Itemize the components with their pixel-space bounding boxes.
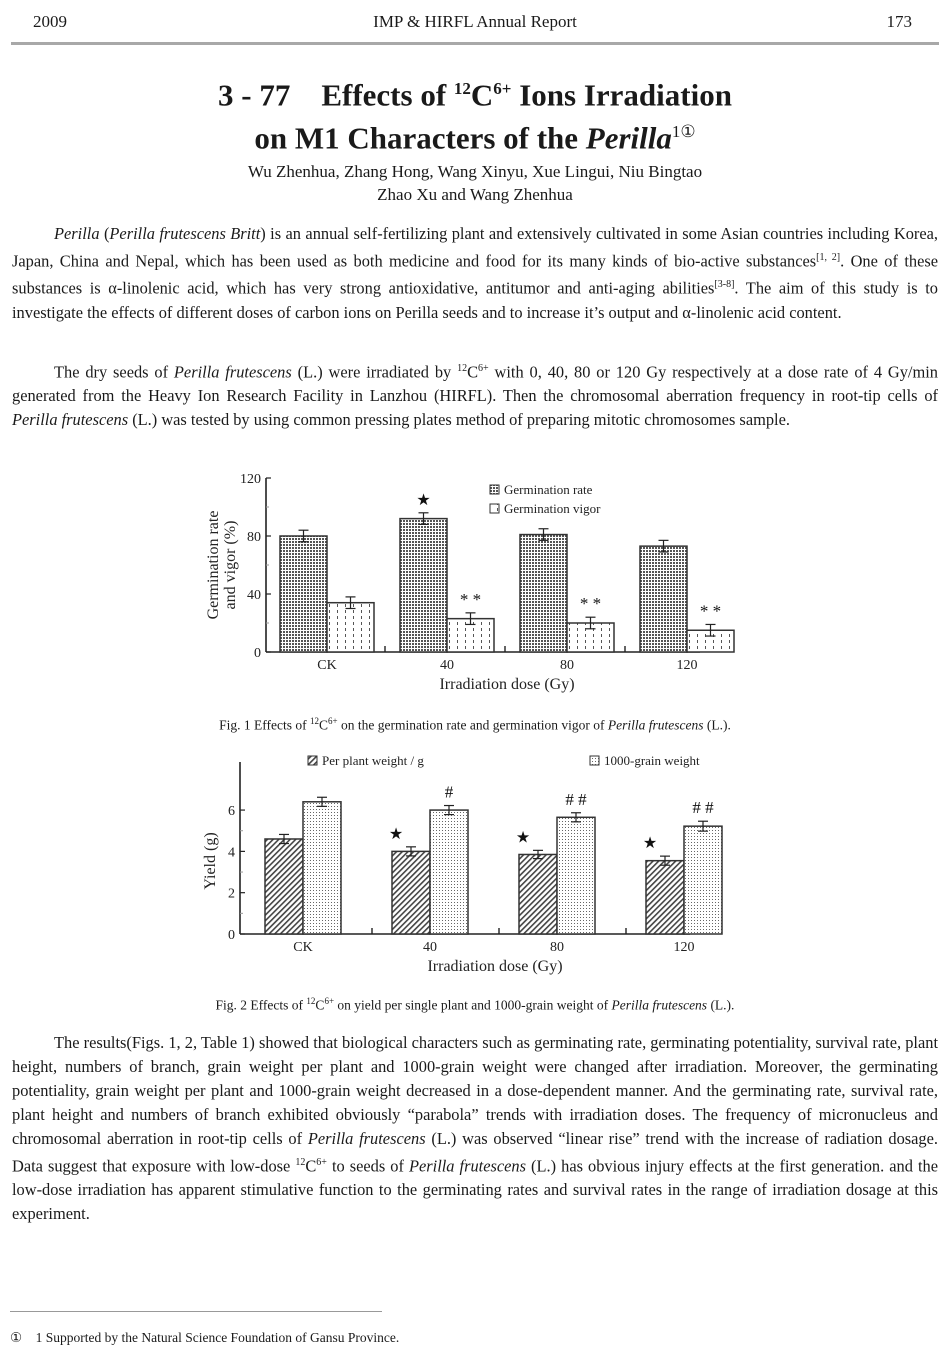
svg-text:Yield (g): Yield (g) — [202, 832, 219, 890]
paper-title — [0, 70, 950, 157]
svg-text:2: 2 — [228, 886, 235, 902]
svg-text:Per plant weight / g: Per plant weight / g — [322, 753, 424, 768]
title-footnote-marker: 1① — [671, 122, 696, 142]
running-header — [0, 10, 950, 36]
svg-text:* *: * * — [459, 589, 482, 609]
author-list — [0, 160, 950, 206]
svg-text:* *: * * — [579, 594, 602, 614]
svg-text:★: ★ — [515, 829, 531, 847]
footnote-rule — [10, 1311, 382, 1312]
svg-text:80: 80 — [247, 530, 261, 545]
footnote-text: 1 Supported by the Natural Science Foundation of Gansu Province. — [35, 1330, 400, 1345]
figure-2-chart — [190, 746, 770, 981]
svg-text:★: ★ — [416, 491, 431, 509]
svg-text:40: 40 — [247, 588, 261, 603]
svg-text:CK: CK — [293, 940, 313, 955]
svg-text:0: 0 — [254, 646, 261, 661]
header-rule — [11, 42, 939, 45]
svg-text:★: ★ — [642, 835, 658, 853]
svg-text:Irradiation dose (Gy): Irradiation dose (Gy) — [427, 958, 563, 975]
footnote — [10, 1330, 399, 1346]
svg-text:# #: # # — [565, 789, 587, 809]
svg-text:1000-grain weight: 1000-grain weight — [604, 753, 700, 768]
title-genus: Perilla — [585, 120, 672, 156]
authors-line: Zhao Xu and Wang Zhenhua — [377, 185, 573, 204]
title-text: on M1 Characters of the — [254, 120, 586, 156]
figure-1-caption: Fig. 1 Effects of $^{12}C^{6+}$ on the germination rate and germination vigor of Perilla frutescens (L.). — [219, 716, 731, 733]
figure-1-chart — [190, 466, 770, 696]
svg-text:0: 0 — [228, 928, 235, 943]
isotope-mass: 12 — [453, 79, 471, 98]
paragraph-intro: Perilla (Perilla frutescens Britt) is an annual self-fertilizing plant and extensively cultivated in some Asian countries including Korea, Japan, China and Nepal, which has been used as both medicine and food for its many kinds of bio-active substances[1, 2]. One of these substances is α-linolenic acid, which has very strong antioxidative, antitumor and anti-aging abilities[3-8]. The aim of this study is to investigate the effects of different doses of carbon ions on Perilla seeds and to increase it’s output and α-linolenic acid content. — [12, 224, 938, 322]
svg-text:6: 6 — [228, 804, 235, 820]
header-page-number: 173 — [886, 12, 912, 31]
authors-line: Wu Zhenhua, Zhang Hong, Wang Xinyu, Xue Lingui, Niu Bingtao — [247, 162, 703, 181]
citation: [1, 2] — [816, 252, 841, 263]
svg-text:Germination rate: Germination rate — [504, 482, 593, 497]
header-year: 2009 — [33, 12, 67, 31]
svg-text:#: # — [444, 782, 454, 802]
isotope-charge: 6+ — [493, 79, 512, 98]
figure-2-caption: Fig. 2 Effects of $^{12}C^{6+}$ on yield per single plant and 1000-grain weight of Perilla frutescens (L.). — [215, 996, 735, 1013]
title-text: Ions Irradiation — [511, 77, 732, 113]
chart-plot-area — [205, 472, 734, 693]
article-number: 3 - 77 — [218, 77, 291, 113]
paragraph-methods: The dry seeds of Perilla frutescens (L.) were irradiated by $^{12}C^{6+}$ with 0, 40, 80 or 120 Gy respectively at a dose rate of 4 Gy/min generated from the Heavy Ion Research Facility in Lanzhou (HIRFL). Then the chromosomal aberration frequency in root-tip cells of Perilla frutescens (L.) was tested by using common pressing plates method of preparing mitotic chromosomes sample. — [12, 362, 938, 430]
svg-text:* *: * * — [699, 601, 722, 621]
footnote-marker: ① — [10, 1330, 23, 1345]
header-journal: IMP & HIRFL Annual Report — [373, 12, 577, 31]
svg-text:80: 80 — [550, 940, 564, 955]
svg-text:40: 40 — [440, 658, 454, 673]
svg-text:Germination vigor: Germination vigor — [504, 501, 601, 516]
svg-text:120: 120 — [676, 658, 698, 673]
svg-text:120: 120 — [673, 940, 695, 955]
svg-text:and vigor (%): and vigor (%) — [222, 520, 239, 610]
svg-text:40: 40 — [423, 940, 437, 955]
chart-plot-area — [202, 753, 722, 975]
svg-text:120: 120 — [240, 472, 261, 487]
citation: [3-8] — [714, 279, 735, 291]
isotope-element: C — [470, 77, 494, 113]
svg-text:CK: CK — [317, 658, 337, 673]
svg-text:★: ★ — [388, 825, 404, 843]
svg-text:# #: # # — [692, 798, 714, 818]
svg-text:Irradiation dose (Gy): Irradiation dose (Gy) — [439, 676, 575, 693]
svg-text:4: 4 — [228, 845, 235, 861]
svg-text:80: 80 — [560, 658, 574, 673]
svg-text:Germination rate: Germination rate — [205, 510, 222, 620]
title-text: Effects of — [321, 77, 454, 113]
paragraph-results: The results(Figs. 1, 2, Table 1) showed that biological characters such as germinating rate, germinating potentiality, survival rate, plant height, numbers of branch, grain weight per plant and 1000-grain weight were changed after irradiation. Moreover, the germinating potentiality, grain weight per plant and 1000-grain weight decreased in a dose-dependent manner. And the germinating rate, survival rate, plant height and numbers of branch exhibited obviously “parabola” trends with irradiation doses. The frequency of micronucleus and chromosomal aberration in root-tip cells of Perilla frutescens (L.) was observed “linear rise” trend with the increase of radiation dosage. Data suggest that exposure with low-dose $^{12}C^{6+}$ to seeds of Perilla frutescens (L.) has obvious injury effects at the first generation. and the low-dose irradiation has apparent stimulative function to the germinating rates and survival rates in the range of irradiation dosage at this experiment. — [12, 1033, 938, 1224]
